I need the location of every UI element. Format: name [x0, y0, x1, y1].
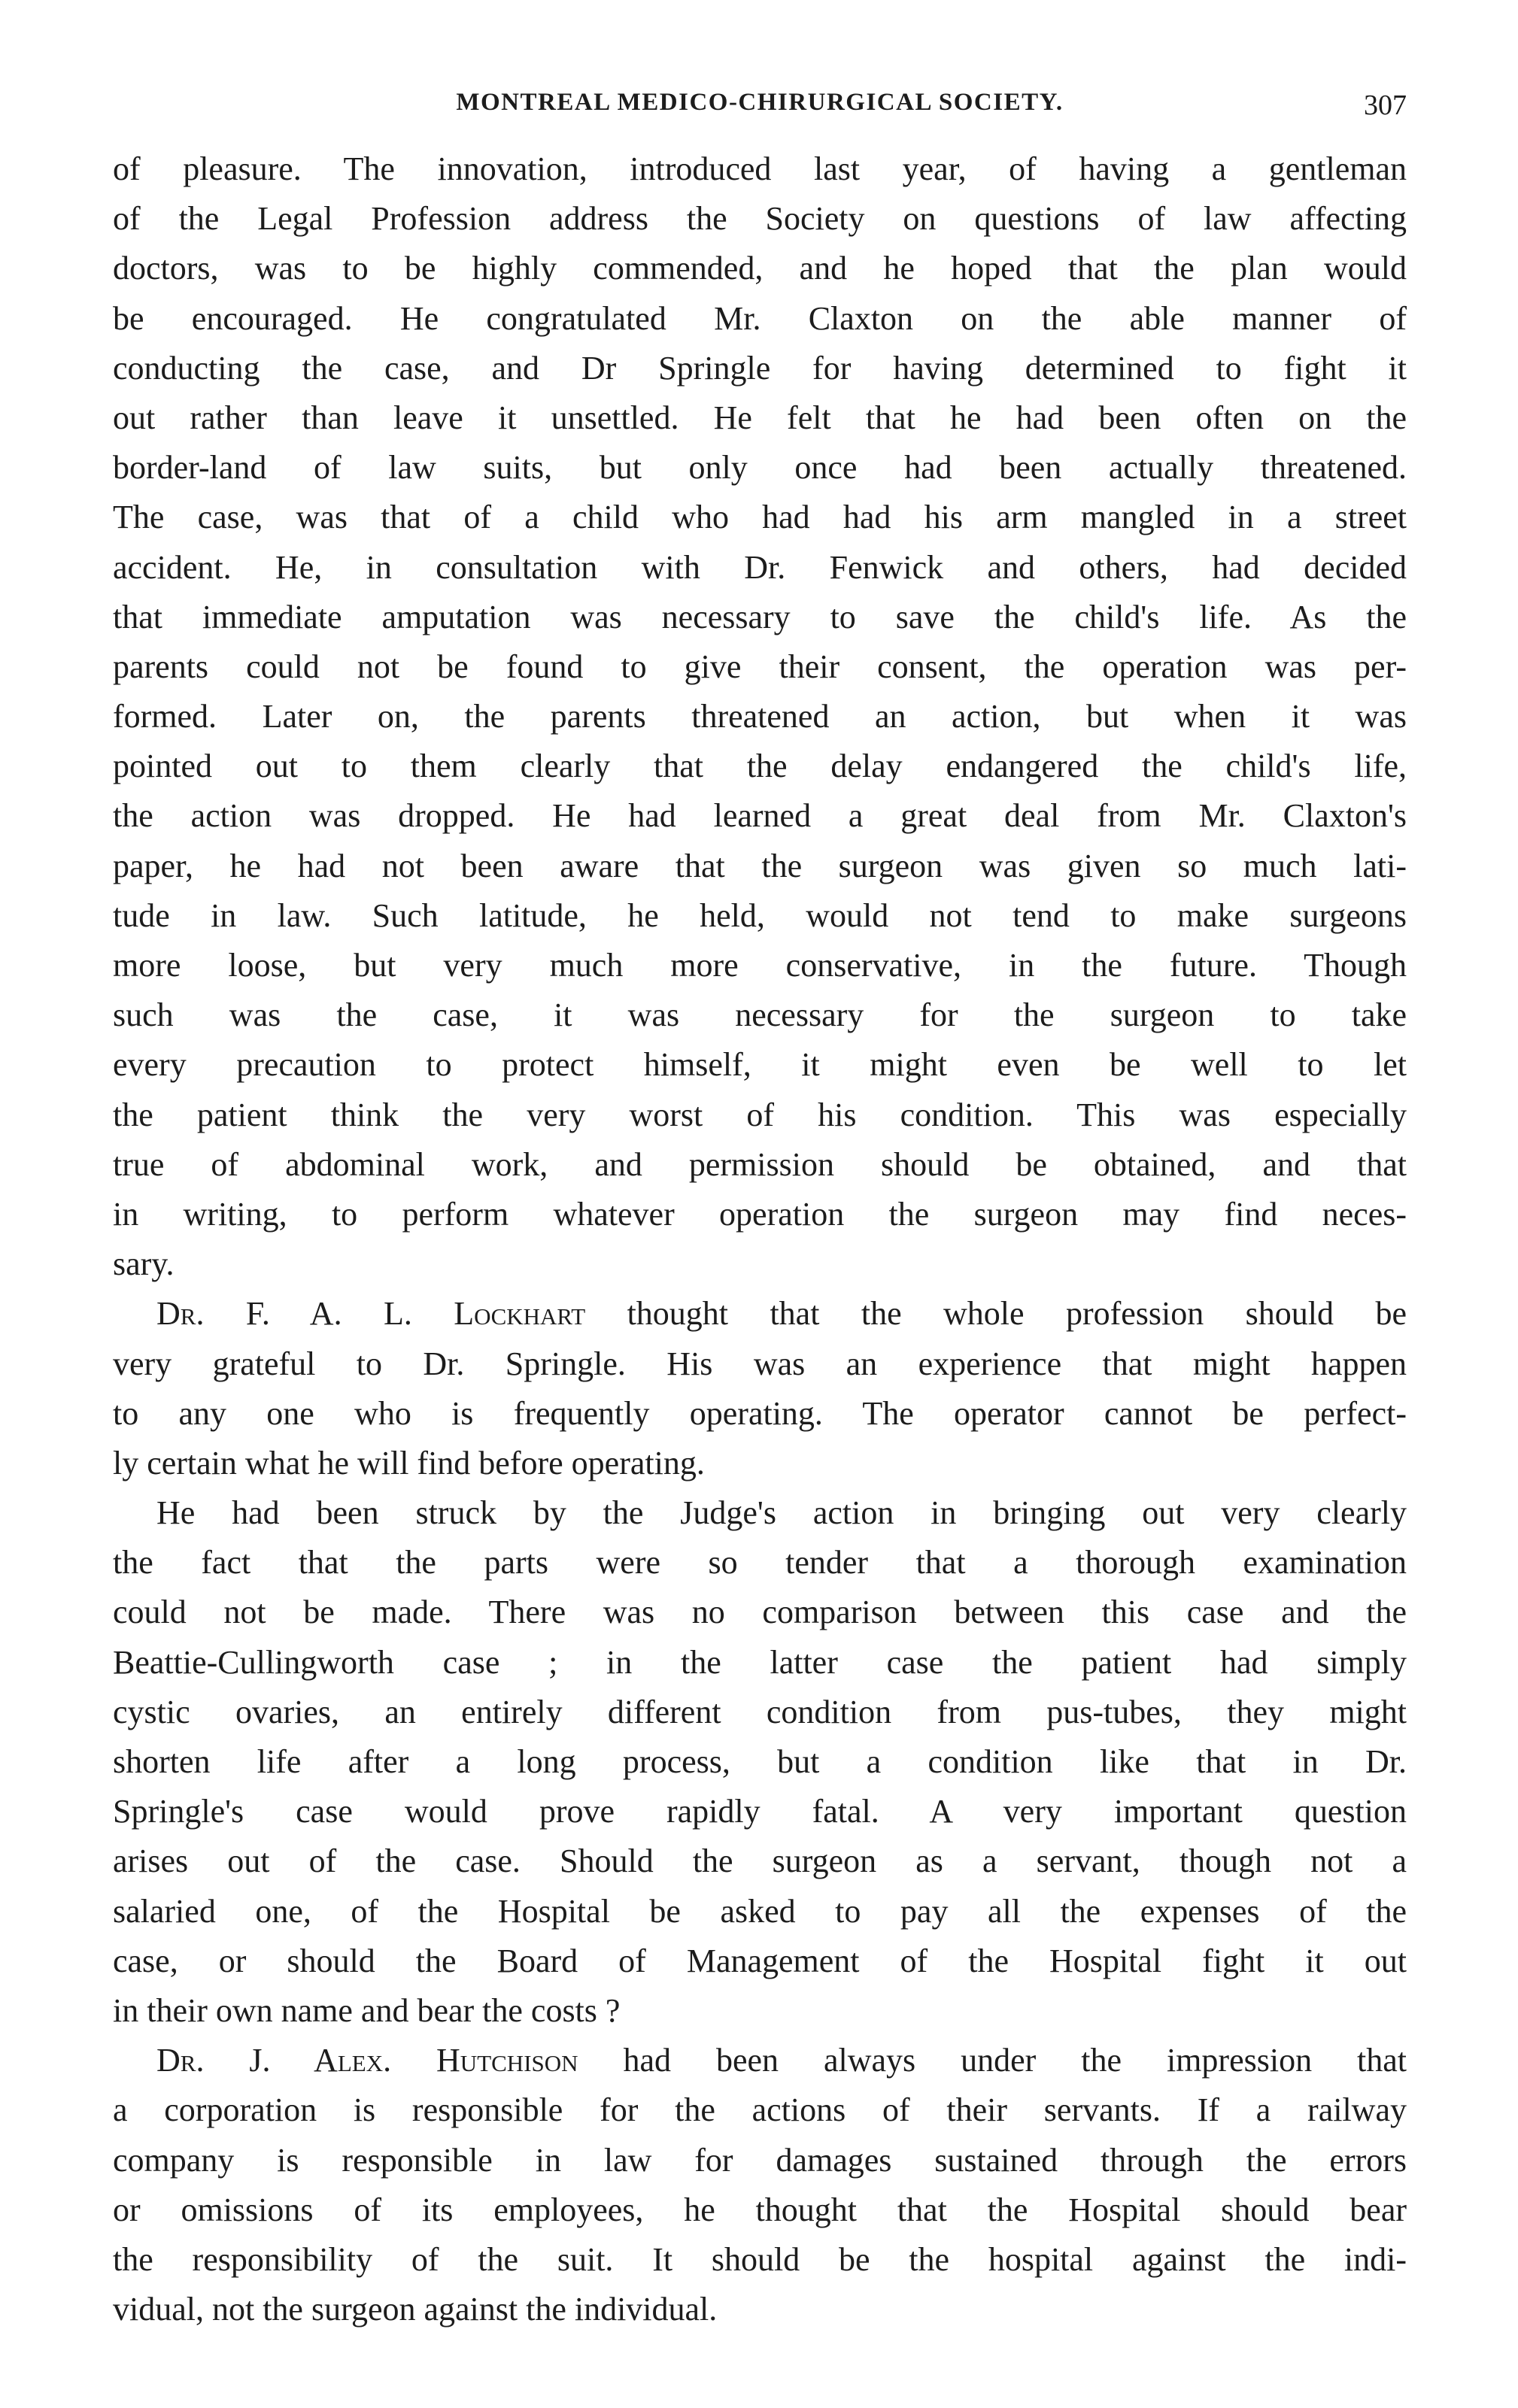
text-line: arises out of the case. Should the surgeon as a servant, though not a — [113, 1842, 1407, 1880]
text-line: very grateful to Dr. Springle. His was an experience that might happen — [113, 1345, 1407, 1382]
text-line: paper, he had not been aware that the surgeon was given so much lati- — [113, 847, 1407, 884]
text-line: to any one who is frequently operating. The operator cannot be perfect- — [113, 1394, 1407, 1432]
text-line: formed. Later on, the parents threatened an action, but when it was — [113, 698, 1407, 735]
speaker-text: had been always under the impression that — [578, 2042, 1407, 2079]
text-line: He had been struck by the Judge's action in bringing out very clearly — [156, 1494, 1407, 1532]
speaker-name: Dr. F. A. L. Lockhart — [156, 1295, 586, 1333]
text-line: out rather than leave it unsettled. He felt that he had been often on the — [113, 399, 1407, 436]
text-line: border-land of law suits, but only once had been actually threatened. — [113, 449, 1407, 487]
text-line: Springle's case would prove rapidly fatal. A very important question — [113, 1793, 1407, 1830]
running-title: MONTREAL MEDICO-CHIRURGICAL SOCIETY. — [456, 89, 1064, 116]
text-line: more loose, but very much more conservative, in the future. Though — [113, 947, 1407, 984]
text-line: vidual, not the surgeon against the individual. — [113, 2291, 718, 2328]
speaker-line — [113, 2036, 1407, 2085]
speaker-name: Dr. J. Alex. Hutchison — [156, 2042, 578, 2079]
text-line: ly certain what he will find before operating. — [113, 1444, 705, 1481]
text-line: tude in law. Such latitude, he held, would not tend to make surgeons — [113, 896, 1407, 934]
page-number: 307 — [1364, 89, 1407, 121]
text-line: Beattie-Cullingworth case ; in the latter case the patient had simply — [113, 1643, 1407, 1681]
text-line: parents could not be found to give their consent, the operation was per- — [113, 647, 1407, 685]
text-line: of the Legal Profession address the Society on questions of law affecting — [113, 200, 1407, 238]
text-line: cystic ovaries, an entirely different condition from pus-tubes, they might — [113, 1693, 1407, 1730]
text-line: a corporation is responsible for the actions of their servants. If a railway — [113, 2091, 1407, 2129]
text-line: the responsibility of the suit. It should be the hospital against the indi- — [113, 2240, 1407, 2278]
text-line: the action was dropped. He had learned a great deal from Mr. Claxton's — [113, 797, 1407, 835]
text-line: case, or should the Board of Management of the Hospital fight it out — [113, 1942, 1407, 1979]
text-line: of pleasure. The innovation, introduced last year, of having a gentleman — [113, 150, 1407, 187]
text-line: true of abdominal work, and permission should be obtained, and that — [113, 1145, 1407, 1183]
text-line: or omissions of its employees, he thought that the Hospital should bear — [113, 2191, 1407, 2228]
text-line: such was the case, it was necessary for the surgeon to take — [113, 996, 1407, 1034]
text-line: in writing, to perform whatever operation the surgeon may find neces- — [113, 1195, 1407, 1233]
text-line: conducting the case, and Dr Springle for having determined to fight it — [113, 349, 1407, 387]
speaker-line — [113, 1289, 1407, 1339]
text-line: every precaution to protect himself, it might even be well to let — [113, 1046, 1407, 1084]
text-line: be encouraged. He congratulated Mr. Claxton on the able manner of — [113, 299, 1407, 337]
text-line: shorten life after a long process, but a condition like that in Dr. — [113, 1743, 1407, 1780]
text-line: pointed out to them clearly that the delay endangered the child's life, — [113, 748, 1407, 785]
text-line: could not be made. There was no comparison between this case and the — [113, 1594, 1407, 1631]
text-line: accident. He, in consultation with Dr. Fenwick and others, had decided — [113, 548, 1407, 586]
article-body — [113, 144, 1407, 2334]
text-line: doctors, was to be highly commended, and he hoped that the plan would — [113, 250, 1407, 287]
running-head — [113, 89, 1407, 134]
text-line: the patient think the very worst of his condition. This was especially — [113, 1096, 1407, 1133]
text-line: sary. — [113, 1245, 175, 1283]
text-line: the fact that the parts were so tender that a thorough examination — [113, 1544, 1407, 1582]
text-line: salaried one, of the Hospital be asked to pay all the expenses of the — [113, 1892, 1407, 1930]
text-line: company is responsible in law for damages sustained through the errors — [113, 2141, 1407, 2179]
text-line: that immediate amputation was necessary to save the child's life. As the — [113, 598, 1407, 635]
text-line: The case, was that of a child who had had his arm mangled in a street — [113, 499, 1407, 536]
speaker-text: thought that the whole profession should be — [585, 1295, 1407, 1333]
text-line: in their own name and bear the costs ? — [113, 1991, 621, 2029]
